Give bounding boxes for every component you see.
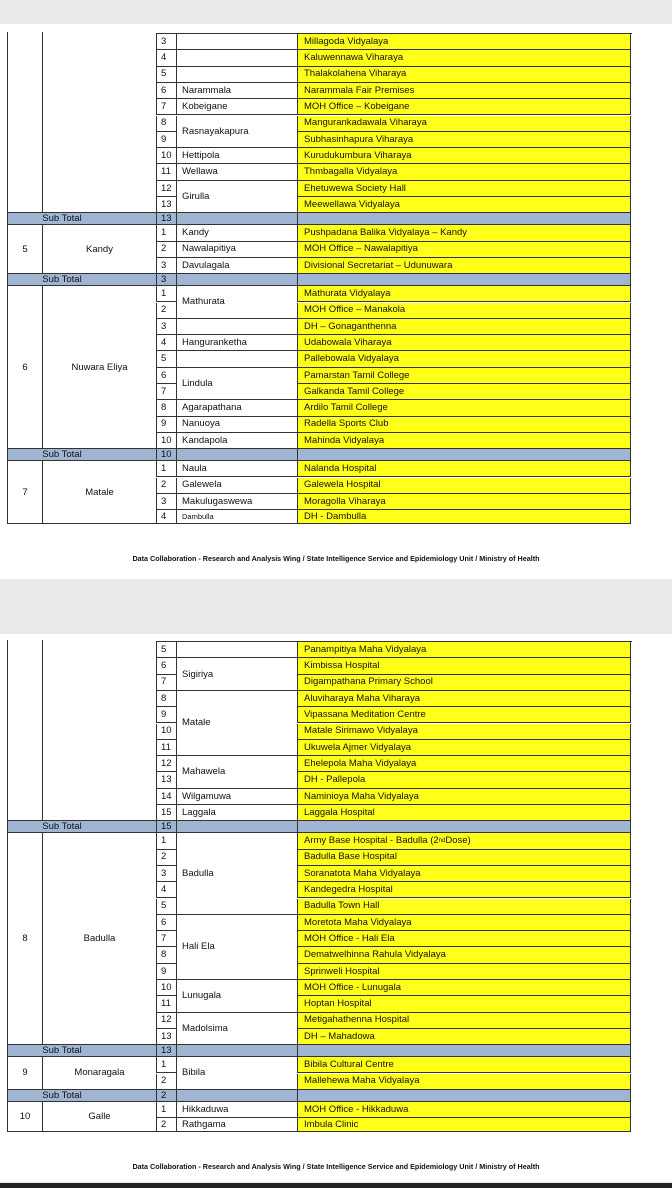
district-name: Kandy [42, 225, 156, 274]
district-name: Nuwara Eliya [42, 286, 156, 449]
page-footer: Data Collaboration - Research and Analysis Wing / State Intelligence Service and Epidemiology Unit / Ministry of Health [132, 554, 540, 563]
venue-name: Laggala Hospital [304, 806, 375, 818]
venue-cell [297, 1045, 631, 1057]
row-number: 11 [156, 996, 176, 1012]
moh-area-cell: Madolsima [176, 1013, 297, 1046]
row-number: 1 [156, 1102, 176, 1118]
row-number: 3 [156, 34, 176, 50]
row-number: 7 [156, 99, 176, 115]
row-number: 12 [156, 181, 176, 197]
venue-name: MOH Office - Hali Ela [304, 932, 395, 944]
row-number: 8 [156, 116, 176, 132]
row-number: 8 [156, 400, 176, 416]
subtotal-row [0, 274, 672, 286]
moh-area-cell [176, 1090, 297, 1102]
row-number: 2 [156, 1074, 176, 1090]
venue-name: Badulla Town Hall [304, 900, 380, 912]
moh-area-cell: Nawalapitiya [176, 242, 297, 258]
row-number: 11 [156, 164, 176, 180]
venue-name: Ardilo Tamil College [304, 402, 388, 414]
venue-cell [297, 67, 631, 83]
venue-cell [297, 964, 631, 980]
row-number: 6 [156, 83, 176, 99]
venue-name: Naminioya Maha Vidyalaya [304, 790, 419, 802]
venue-cell [297, 417, 631, 433]
venue-cell [297, 833, 631, 849]
venue-name: Millagoda Vidyalaya [304, 35, 389, 47]
row-number: 13 [156, 772, 176, 788]
venue-name-tail: Dose) [445, 835, 471, 847]
row-number: 4 [156, 335, 176, 351]
row-number: 3 [156, 274, 176, 286]
district-serial: 8 [7, 833, 42, 1045]
venue-name: Galewela Hospital [304, 479, 381, 491]
row-number: 1 [156, 833, 176, 849]
venue-cell [297, 1029, 631, 1045]
row-number: 1 [156, 461, 176, 477]
venue-cell [297, 449, 631, 461]
venue-name: Metigahathenna Hospital [304, 1014, 410, 1026]
row-number: 12 [156, 1013, 176, 1029]
page-footer: Data Collaboration - Research and Analysis Wing / State Intelligence Service and Epidemiology Unit / Ministry of Health [132, 1162, 540, 1171]
venue-cell [297, 866, 631, 882]
district-serial: 10 [7, 1102, 42, 1132]
moh-area-cell [176, 319, 297, 335]
moh-area-cell [176, 274, 297, 286]
row-number: 1 [156, 225, 176, 241]
district-serial: 6 [7, 286, 42, 449]
venue-cell [297, 258, 631, 274]
venue-name: Badulla Base Hospital [304, 851, 397, 863]
row-number: 10 [156, 724, 176, 740]
venue-name: Pallebowala Vidyalaya [304, 353, 399, 365]
row-number: 3 [156, 258, 176, 274]
venue-cell [297, 286, 631, 302]
moh-area-cell: Makulugaswewa [176, 494, 297, 510]
district-serial: 5 [7, 225, 42, 274]
venue-cell [297, 805, 631, 821]
venue-cell [297, 225, 631, 241]
row-number: 4 [156, 510, 176, 524]
venue-cell [297, 319, 631, 335]
venue-cell [297, 691, 631, 707]
venue-name: Imbula Clinic [304, 1118, 359, 1130]
venue-name: Soranatota Maha Vidyalaya [304, 867, 421, 879]
venue-cell [297, 400, 631, 416]
row-number: 15 [156, 805, 176, 821]
venue-name: Ehetuwewa Society Hall [304, 182, 406, 194]
subtotal-row [0, 1090, 672, 1102]
venue-name: Dematwelhinna Rahula Vidyalaya [304, 949, 446, 961]
subtotal-label: Sub Total [7, 213, 156, 225]
venue-cell [297, 789, 631, 805]
row-number: 7 [156, 675, 176, 691]
row-number: 2 [156, 303, 176, 319]
moh-area-cell: Lindula [176, 368, 297, 401]
venue-name: Galkanda Tamil College [304, 385, 405, 397]
row-number: 5 [156, 899, 176, 915]
row-number: 3 [156, 319, 176, 335]
moh-area-cell: Mathurata [176, 286, 297, 319]
venue-cell [297, 335, 631, 351]
district-name: Galle [42, 1102, 156, 1132]
moh-area-cell: Bibila [176, 1057, 297, 1090]
row-number: 4 [156, 50, 176, 66]
venue-cell [297, 996, 631, 1012]
subtotal-label: Sub Total [7, 1045, 156, 1057]
venue-name: MOH Office - Hikkaduwa [304, 1103, 409, 1115]
document-page-2 [0, 634, 672, 1182]
row-number: 4 [156, 882, 176, 898]
venue-cell [297, 899, 631, 915]
venue-cell [297, 242, 631, 258]
venue-cell [297, 1118, 631, 1132]
venue-name: Nalanda Hospital [304, 463, 377, 475]
moh-area-cell: Rathgama [176, 1118, 297, 1132]
venue-name: Aluviharaya Maha Viharaya [304, 692, 421, 704]
moh-area-cell: Mahawela [176, 756, 297, 789]
venue-cell [297, 724, 631, 740]
district-name: Monaragala [42, 1057, 156, 1090]
row-number: 2 [156, 1090, 176, 1102]
venue-name: Subhasinhapura Viharaya [304, 133, 414, 145]
moh-area-cell: Kandy [176, 225, 297, 241]
subtotal-label: Sub Total [7, 1090, 156, 1102]
venue-cell [297, 99, 631, 115]
venue-cell [297, 1074, 631, 1090]
venue-name: Kurudukumbura Viharaya [304, 149, 412, 161]
subtotal-label: Sub Total [7, 449, 156, 461]
row-number: 11 [156, 740, 176, 756]
venue-cell [297, 213, 631, 225]
moh-area-cell: Girulla [176, 181, 297, 214]
row-number: 14 [156, 789, 176, 805]
venue-cell [297, 675, 631, 691]
venue-name: Moretota Maha Vidyalaya [304, 916, 412, 928]
row-number: 10 [156, 449, 176, 461]
district-name: Badulla [42, 833, 156, 1045]
venue-cell [297, 772, 631, 788]
venue-cell [297, 494, 631, 510]
venue-cell [297, 658, 631, 674]
moh-area-cell: Agarapathana [176, 400, 297, 416]
venue-name: MOH Office – Manakola [304, 304, 406, 316]
row-number: 6 [156, 915, 176, 931]
row-number: 13 [156, 1045, 176, 1057]
venue-cell [297, 164, 631, 180]
venue-superscript: nd [438, 837, 446, 844]
subtotal-row [0, 821, 672, 833]
venue-name: Pamarstan Tamil College [304, 369, 410, 381]
row-number: 5 [156, 351, 176, 367]
subtotal-label: Sub Total [7, 274, 156, 286]
venue-name: Army Base Hospital - Badulla (2 [304, 835, 439, 847]
moh-area-cell [176, 50, 297, 66]
venue-cell [297, 478, 631, 494]
venue-name: Vipassana Meditation Centre [304, 709, 426, 721]
moh-area-cell: Lunugala [176, 980, 297, 1013]
venue-cell [297, 1090, 631, 1102]
venue-cell [297, 980, 631, 996]
document-page-1 [0, 24, 672, 579]
row-number: 7 [156, 931, 176, 947]
venue-name: Radella Sports Club [304, 418, 389, 430]
district-serial: 9 [7, 1057, 42, 1090]
venue-name: DH – Mahadowa [304, 1030, 375, 1042]
venue-cell [297, 116, 631, 132]
venue-name: DH – Gonaganthenna [304, 320, 397, 332]
venue-cell [297, 850, 631, 866]
moh-area-cell: Galewela [176, 478, 297, 494]
venue-cell [297, 368, 631, 384]
moh-area-cell [176, 642, 297, 658]
row-number: 3 [156, 866, 176, 882]
row-number: 1 [156, 286, 176, 302]
row-number: 10 [156, 433, 176, 449]
moh-area-cell: Naula [176, 461, 297, 477]
moh-area-cell [176, 1045, 297, 1057]
moh-area-cell: Badulla [176, 833, 297, 915]
venue-name: Kaluwennawa Viharaya [304, 52, 404, 64]
venue-cell [297, 882, 631, 898]
venue-name: Digampathana Primary School [304, 676, 433, 688]
serial-cell [7, 32, 42, 213]
moh-area-cell: Rasnayakapura [176, 116, 297, 149]
venue-name: DH - Dambulla [304, 510, 367, 522]
moh-area-cell [176, 67, 297, 83]
moh-area-cell [176, 449, 297, 461]
venue-name: DH - Pallepola [304, 774, 366, 786]
venue-name: Panampitiya Maha Vidyalaya [304, 643, 427, 655]
venue-name: Pushpadana Balika Vidyalaya – Kandy [304, 227, 468, 239]
moh-area-cell [176, 351, 297, 367]
row-number: 1 [156, 1057, 176, 1073]
moh-area-cell: Kobeigane [176, 99, 297, 115]
row-number: 2 [156, 478, 176, 494]
venue-name: Thalakolahena Viharaya [304, 68, 407, 80]
venue-cell [297, 821, 631, 833]
venue-name: Divisional Secretariat – Udunuwara [304, 259, 453, 271]
venue-name: Moragolla Viharaya [304, 495, 386, 507]
moh-area-cell: Hanguranketha [176, 335, 297, 351]
row-number: 2 [156, 1118, 176, 1132]
row-number: 9 [156, 132, 176, 148]
venue-name: Matale Sirimawo Vidyalaya [304, 725, 418, 737]
subtotal-row [0, 1045, 672, 1057]
row-number: 3 [156, 494, 176, 510]
venue-cell [297, 510, 631, 524]
district-name: Matale [42, 461, 156, 524]
row-number: 9 [156, 707, 176, 723]
page-divider [0, 1183, 672, 1188]
row-number: 8 [156, 691, 176, 707]
row-number: 10 [156, 148, 176, 164]
venue-name: Mallehewa Maha Vidyalaya [304, 1075, 420, 1087]
row-number: 9 [156, 964, 176, 980]
venue-cell [297, 83, 631, 99]
row-number: 15 [156, 821, 176, 833]
venue-cell [297, 1013, 631, 1029]
venue-cell [297, 1102, 631, 1118]
row-number: 13 [156, 1029, 176, 1045]
moh-area-cell: Hettipola [176, 148, 297, 164]
venue-name: MOH Office - Lunugala [304, 981, 401, 993]
row-number: 9 [156, 417, 176, 433]
venue-cell [297, 303, 631, 319]
venue-cell [297, 947, 631, 963]
moh-area-cell: Kandapola [176, 433, 297, 449]
venue-cell [297, 461, 631, 477]
venue-name: Thmbagalla Vidyalaya [304, 166, 398, 178]
venue-cell [297, 181, 631, 197]
moh-area-cell: Hali Ela [176, 915, 297, 980]
venue-name: Bibila Cultural Centre [304, 1059, 394, 1071]
subtotal-row [0, 449, 672, 461]
district-cell [42, 32, 156, 213]
venue-cell [297, 384, 631, 400]
venue-name: Udabowala Viharaya [304, 336, 392, 348]
moh-area-cell: Narammala [176, 83, 297, 99]
venue-cell [297, 740, 631, 756]
moh-area-cell: Davulagala [176, 258, 297, 274]
row-number: 13 [156, 197, 176, 213]
row-number: 13 [156, 213, 176, 225]
venue-cell [297, 642, 631, 658]
venue-name: Ehelepola Maha Vidyalaya [304, 757, 417, 769]
venue-name: Sprinweli Hospital [304, 965, 380, 977]
moh-area-cell: Matale [176, 691, 297, 756]
venue-cell [297, 50, 631, 66]
venue-cell [297, 274, 631, 286]
venue-name: Mangurankadawala Viharaya [304, 117, 427, 129]
district-serial: 7 [7, 461, 42, 524]
venue-cell [297, 197, 631, 213]
venue-cell [297, 1057, 631, 1073]
row-number: 12 [156, 756, 176, 772]
row-number: 7 [156, 384, 176, 400]
district-cell [42, 640, 156, 821]
moh-area-cell: Wilgamuwa [176, 789, 297, 805]
moh-area-cell: Wellawa [176, 164, 297, 180]
subtotal-row [0, 213, 672, 225]
venue-cell [297, 756, 631, 772]
venue-name: Ukuwela Ajmer Vidyalaya [304, 741, 412, 753]
venue-name: MOH Office – Nawalapitiya [304, 243, 418, 255]
venue-cell [297, 148, 631, 164]
venue-name: MOH Office – Kobeigane [304, 101, 410, 113]
venue-cell [297, 915, 631, 931]
venue-cell [297, 433, 631, 449]
venue-name: Kimbissa Hospital [304, 660, 380, 672]
row-number: 2 [156, 850, 176, 866]
serial-cell [7, 640, 42, 821]
row-number: 2 [156, 242, 176, 258]
venue-name: Kandegedra Hospital [304, 884, 393, 896]
venue-cell [297, 931, 631, 947]
moh-area-cell: Dambulla [176, 510, 297, 524]
moh-area-cell: Sigiriya [176, 658, 297, 691]
venue-cell [297, 34, 631, 50]
row-number: 8 [156, 947, 176, 963]
venue-name: Hoptan Hospital [304, 998, 372, 1010]
moh-area-cell: Laggala [176, 805, 297, 821]
venue-name: Mathurata Vidyalaya [304, 288, 391, 300]
row-number: 10 [156, 980, 176, 996]
venue-cell [297, 132, 631, 148]
row-number: 6 [156, 658, 176, 674]
venue-name: Meewellawa Vidyalaya [304, 198, 400, 210]
moh-area-cell [176, 821, 297, 833]
subtotal-label: Sub Total [7, 821, 156, 833]
venue-cell [297, 351, 631, 367]
moh-area-cell: Nanuoya [176, 417, 297, 433]
row-number: 5 [156, 67, 176, 83]
moh-area-cell [176, 213, 297, 225]
row-number: 5 [156, 642, 176, 658]
moh-area-cell [176, 34, 297, 50]
row-number: 6 [156, 368, 176, 384]
venue-name: Mahinda Vidyalaya [304, 434, 385, 446]
moh-area-cell: Hikkaduwa [176, 1102, 297, 1118]
venue-cell [297, 707, 631, 723]
venue-name: Narammala Fair Premises [304, 84, 415, 96]
